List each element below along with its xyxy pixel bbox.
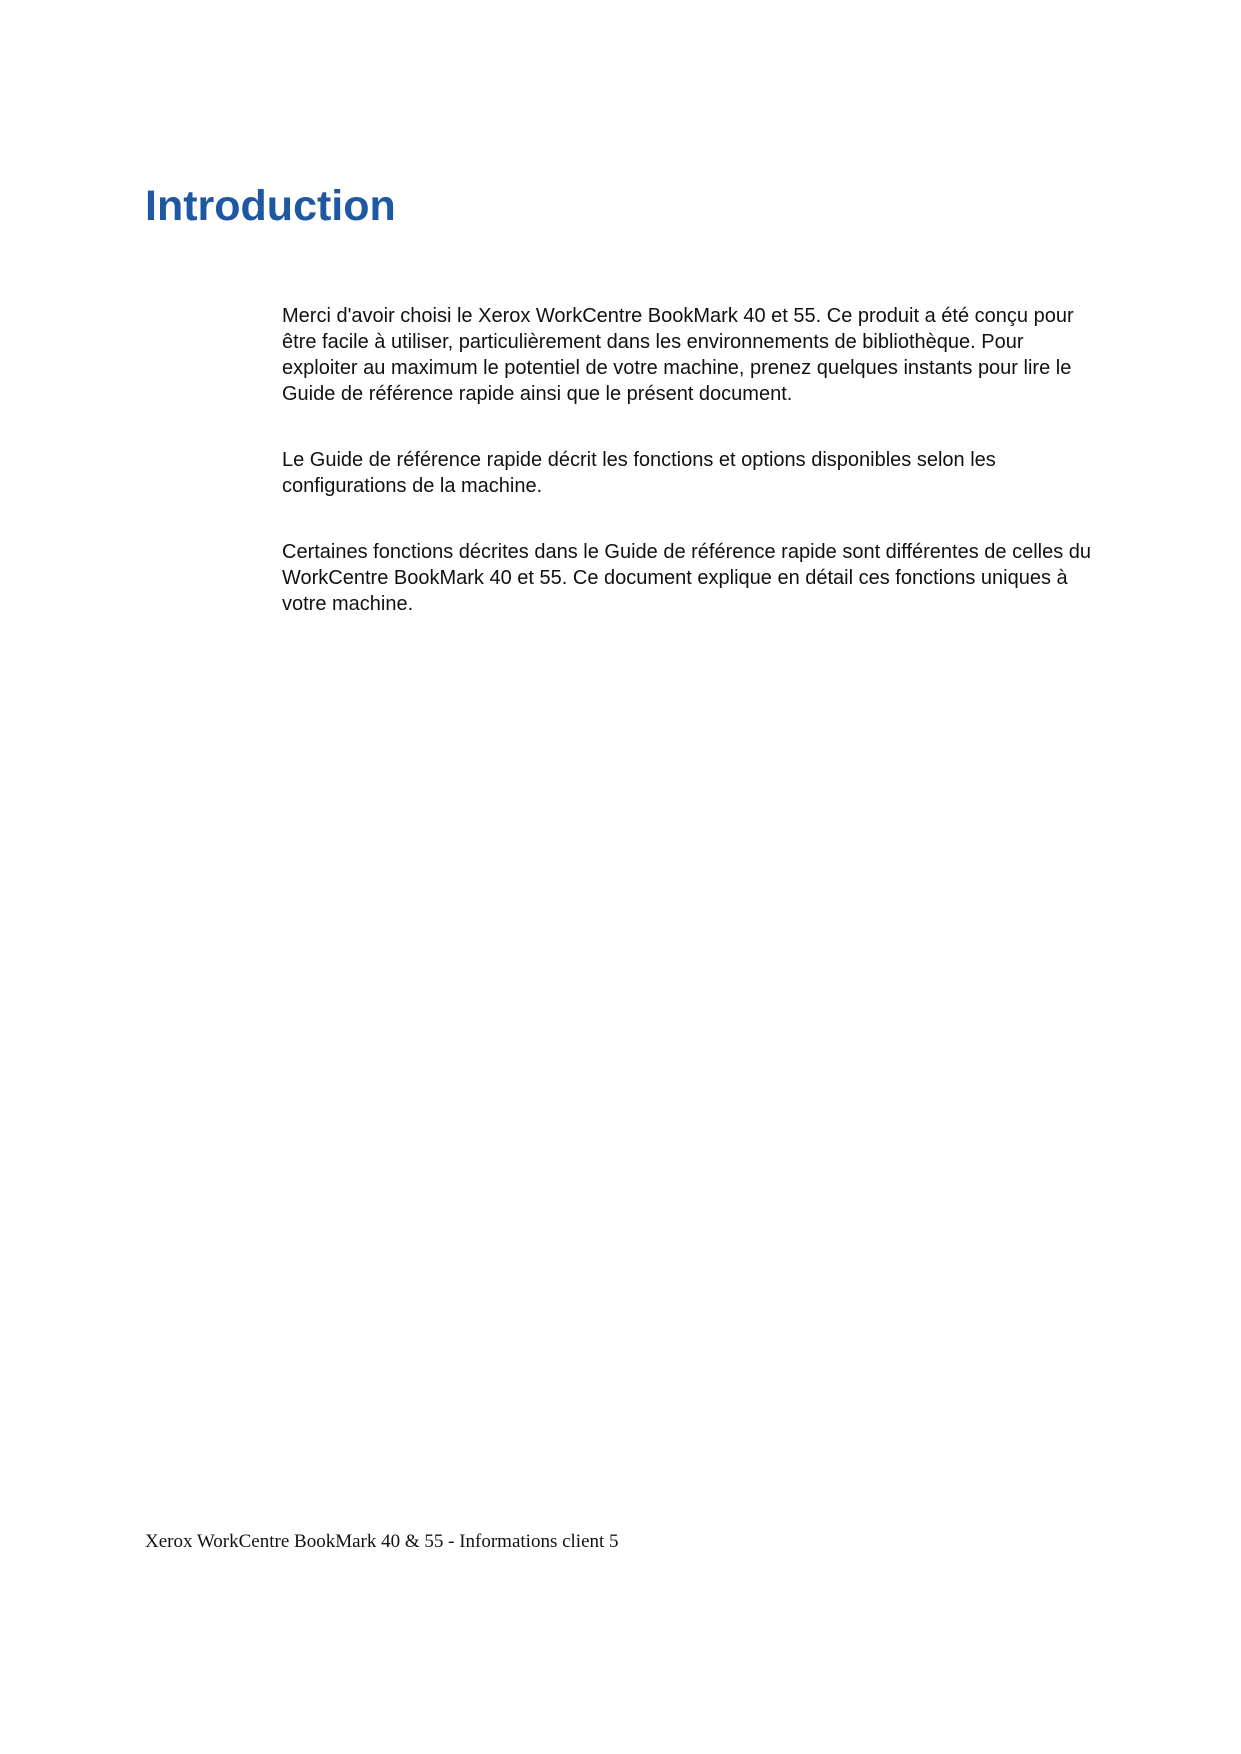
page-title: Introduction [145,182,396,230]
paragraph-intro: Merci d'avoir choisi le Xerox WorkCentre BookMark 40 et 55. Ce produit a été conçu pour être facile à utiliser, particulièrement dans les environnements de bibliothèque. Pour exploiter au maximum le potentiel de votre machine, prenez quelques instants pour lire le Guide de référence rapide ainsi que le présent document. [282,305,1074,405]
document-body [282,303,1102,657]
paragraph-quick-reference: Le Guide de référence rapide décrit les fonctions et options disponibles selon les configurations de la machine. [282,449,996,497]
page-footer: Xerox WorkCentre BookMark 40 & 55 - Informations client 5 [145,1531,619,1552]
paragraph-unique-functions: Certaines fonctions décrites dans le Guide de référence rapide sont différentes de celles du WorkCentre BookMark 40 et 55. Ce document explique en détail ces fonctions uniques à votre machine. [282,541,1092,615]
